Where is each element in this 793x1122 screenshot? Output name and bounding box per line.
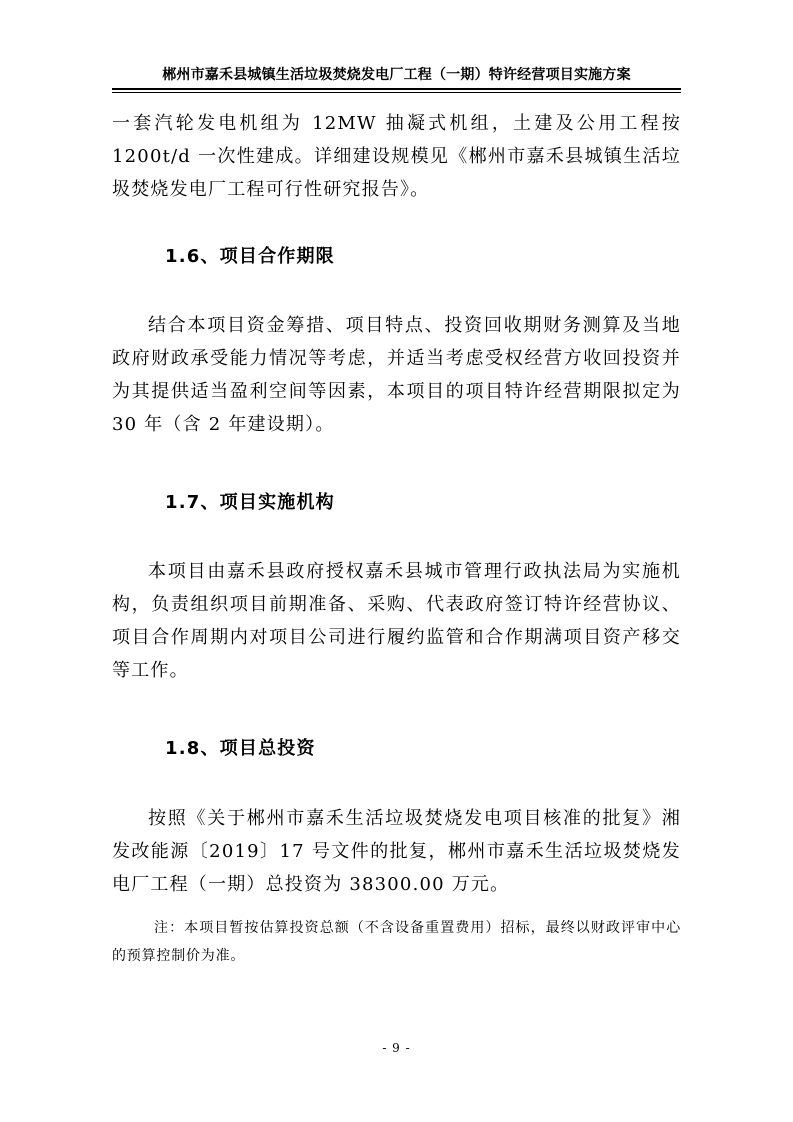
intro-paragraph: 一套汽轮发电机组为 12MW 抽凝式机组，土建及公用工程按 1200t/d 一次性建成。详细建设规模见《郴州市嘉禾县城镇生活垃圾焚烧发电厂工程可行性研究报告》。 <box>112 113 681 200</box>
section-body-1-7: 本项目由嘉禾县政府授权嘉禾县城市管理行政执法局为实施机构，负责组织项目前期准备、采购、代表政府签订特许经营协议、项目合作周期内对项目公司进行履约监管和合作期满项目资产移交等工作。 <box>112 561 681 681</box>
section-body-1-6: 结合本项目资金筹措、项目特点、投资回收期财务测算及当地政府财政承受能力情况等考虑，并适当考虑受权经营方收回投资并为其提供适当盈利空间等因素，本项目的项目特许经营期限拟定为 30 年（含 2 年建设期）。 <box>112 315 681 435</box>
section-body-1-8: 按照《关于郴州市嘉禾生活垃圾焚烧发电项目核准的批复》湘发改能源〔2019〕17 号文件的批复，郴州市嘉禾生活垃圾焚烧发电厂工程（一期）总投资为 38300.00 万元。 <box>112 808 681 895</box>
page-number: - 9 - <box>382 1041 411 1055</box>
header-divider-thick <box>112 88 681 90</box>
investment-note: 注：本项目暂按估算投资总额（不含设备重置费用）招标，最终以财政评审中心的预算控制价为准。 <box>112 920 681 964</box>
section-heading-1-7: 1.7、项目实施机构 <box>165 492 335 513</box>
running-header-title: 郴州市嘉禾县城镇生活垃圾焚烧发电厂工程（一期）特许经营项目实施方案 <box>162 67 631 83</box>
section-heading-1-6: 1.6、项目合作期限 <box>165 246 335 267</box>
header-divider-thin <box>112 92 681 93</box>
section-heading-1-8: 1.8、项目总投资 <box>165 738 316 759</box>
